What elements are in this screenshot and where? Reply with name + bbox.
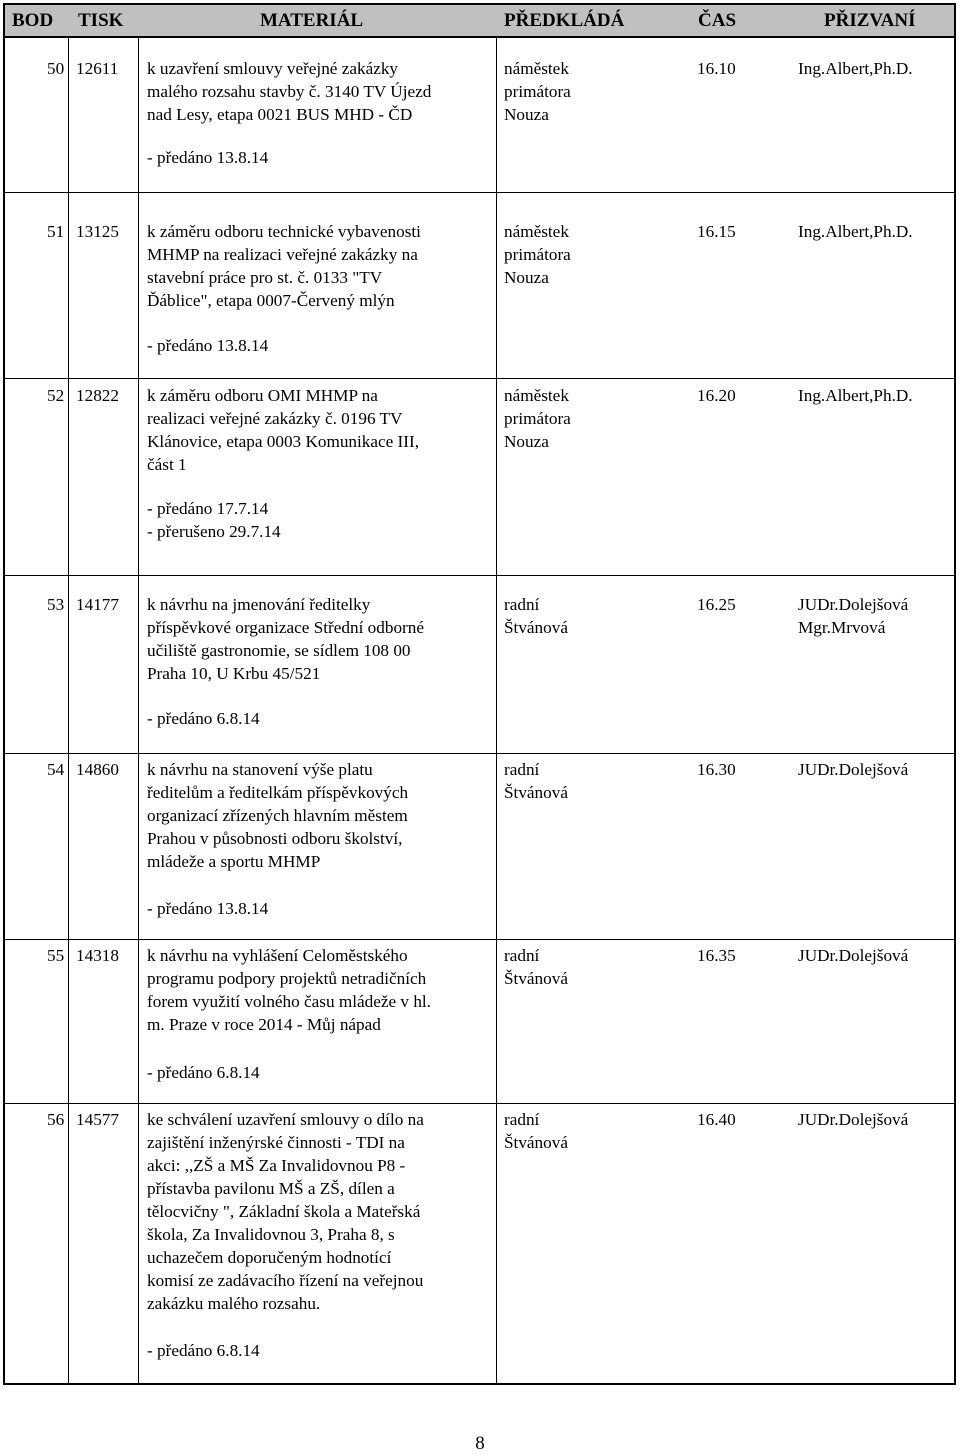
row-divider bbox=[3, 939, 956, 940]
presenter bbox=[504, 1108, 664, 1154]
tisk-number: 14318 bbox=[76, 946, 119, 965]
row-divider bbox=[3, 575, 956, 576]
material-line: MHMP na realizaci veřejné zakázky na bbox=[147, 245, 418, 264]
time: 16.20 bbox=[697, 386, 736, 405]
tisk-number: 13125 bbox=[76, 222, 119, 241]
status-note bbox=[147, 1061, 260, 1084]
invited bbox=[798, 758, 958, 781]
status-note-line: - předáno 17.7.14 bbox=[147, 499, 269, 518]
material-line: přístavba pavilonu MŠ a ZŠ, dílen a bbox=[147, 1179, 395, 1198]
status-note bbox=[147, 334, 268, 357]
material-line: k návrhu na vyhlášení Celoměstského bbox=[147, 946, 408, 965]
tisk-number: 14177 bbox=[76, 595, 119, 614]
presenter bbox=[504, 57, 664, 126]
material-text bbox=[147, 593, 492, 685]
presenter-line: radní bbox=[504, 946, 540, 965]
row-divider bbox=[3, 1103, 956, 1104]
presenter bbox=[504, 758, 664, 804]
material-line: mládeže a sportu MHMP bbox=[147, 852, 321, 871]
material-text bbox=[147, 384, 492, 476]
tisk-number: 14577 bbox=[76, 1110, 119, 1129]
material-line: malého rozsahu stavby č. 3140 TV Újezd bbox=[147, 82, 432, 101]
status-note bbox=[147, 707, 260, 730]
row-divider bbox=[3, 378, 956, 379]
invited bbox=[798, 593, 958, 639]
material-line: komisí ze zadávacího řízení na veřejnou bbox=[147, 1271, 424, 1290]
tisk-number: 12822 bbox=[76, 386, 119, 405]
status-note bbox=[147, 497, 281, 543]
bod-number: 51 bbox=[47, 222, 65, 241]
material-line: Praha 10, U Krbu 45/521 bbox=[147, 664, 321, 683]
status-note bbox=[147, 1339, 260, 1362]
presenter-line: Štvánová bbox=[504, 783, 568, 802]
material-line: forem využití volného času mládeže v hl. bbox=[147, 992, 431, 1011]
presenter-line: primátora bbox=[504, 82, 571, 101]
material-line: ke schválení uzavření smlouvy o dílo na bbox=[147, 1110, 424, 1129]
presenter-line: primátora bbox=[504, 245, 571, 264]
table-header bbox=[3, 3, 956, 38]
material-line: Prahou v působnosti odboru školství, bbox=[147, 829, 403, 848]
presenter-line: Nouza bbox=[504, 432, 549, 451]
presenter bbox=[504, 593, 664, 639]
invited bbox=[798, 1108, 958, 1131]
material-line: příspěvkové organizace Střední odborné bbox=[147, 618, 424, 637]
bod-number: 52 bbox=[47, 386, 65, 405]
material-line: k návrhu na jmenování ředitelky bbox=[147, 595, 371, 614]
status-note-line: - předáno 13.8.14 bbox=[147, 899, 269, 918]
time: 16.30 bbox=[697, 760, 736, 779]
status-note-line: - předáno 13.8.14 bbox=[147, 148, 269, 167]
row-divider bbox=[3, 753, 956, 754]
invited-name: JUDr.Dolejšová bbox=[798, 760, 909, 779]
material-line: akci: ,,ZŠ a MŠ Za Invalidovnou P8 - bbox=[147, 1156, 406, 1175]
presenter-line: radní bbox=[504, 1110, 540, 1129]
presenter-line: radní bbox=[504, 760, 540, 779]
material-line: uchazečem doporučeným hodnotící bbox=[147, 1248, 392, 1267]
presenter bbox=[504, 384, 664, 453]
presenter-line: Nouza bbox=[504, 105, 549, 124]
material-text bbox=[147, 220, 492, 312]
invited-name: Ing.Albert,Ph.D. bbox=[798, 222, 913, 241]
page-number: 8 bbox=[475, 1433, 485, 1454]
material-line: část 1 bbox=[147, 455, 187, 474]
header-bod: BOD bbox=[12, 10, 54, 31]
bod-number: 50 bbox=[47, 59, 65, 78]
invited bbox=[798, 220, 958, 243]
time: 16.40 bbox=[697, 1110, 736, 1129]
time: 16.25 bbox=[697, 595, 736, 614]
material-line: zajištění inženýrské činnosti - TDI na bbox=[147, 1133, 405, 1152]
invited-name: JUDr.Dolejšová bbox=[798, 946, 909, 965]
presenter-line: radní bbox=[504, 595, 540, 614]
material-text bbox=[147, 1108, 492, 1315]
presenter-line: Štvánová bbox=[504, 618, 568, 637]
presenter bbox=[504, 220, 664, 289]
material-line: realizaci veřejné zakázky č. 0196 TV bbox=[147, 409, 403, 428]
material-line: k uzavření smlouvy veřejné zakázky bbox=[147, 59, 399, 78]
presenter-line: Nouza bbox=[504, 268, 549, 287]
invited bbox=[798, 57, 958, 80]
material-line: organizací zřízených hlavním městem bbox=[147, 806, 408, 825]
time: 16.35 bbox=[697, 946, 736, 965]
time: 16.15 bbox=[697, 222, 736, 241]
tisk-number: 12611 bbox=[76, 59, 119, 78]
bod-number: 55 bbox=[47, 946, 65, 965]
invited-name: Mgr.Mrvová bbox=[798, 618, 886, 637]
header-cas: ČAS bbox=[698, 10, 737, 31]
status-note-line: - předáno 6.8.14 bbox=[147, 1063, 260, 1082]
status-note-line: - předáno 6.8.14 bbox=[147, 1341, 260, 1360]
material-line: Klánovice, etapa 0003 Komunikace III, bbox=[147, 432, 420, 451]
col-divider-bod bbox=[68, 37, 69, 1384]
col-divider-tisk bbox=[138, 37, 139, 1384]
invited bbox=[798, 384, 958, 407]
material-line: k návrhu na stanovení výše platu bbox=[147, 760, 373, 779]
presenter bbox=[504, 944, 664, 990]
material-line: k záměru odboru technické vybavenosti bbox=[147, 222, 421, 241]
presenter-line: náměstek bbox=[504, 386, 569, 405]
status-note bbox=[147, 897, 268, 920]
header-prizvani: PŘIZVANÍ bbox=[824, 10, 916, 31]
header-predklada: PŘEDKLÁDÁ bbox=[504, 10, 625, 31]
material-line: tělocvičny ", Základní škola a Mateřská bbox=[147, 1202, 421, 1221]
material-text bbox=[147, 758, 492, 873]
presenter-line: Štvánová bbox=[504, 1133, 568, 1152]
invited bbox=[798, 944, 958, 967]
material-line: zakázku malého rozsahu. bbox=[147, 1294, 321, 1313]
material-text bbox=[147, 57, 492, 126]
status-note bbox=[147, 146, 268, 169]
bod-number: 56 bbox=[47, 1110, 65, 1129]
invited-name: Ing.Albert,Ph.D. bbox=[798, 386, 913, 405]
col-divider-material bbox=[496, 37, 497, 1384]
material-line: nad Lesy, etapa 0021 BUS MHD - ČD bbox=[147, 105, 413, 124]
presenter-line: primátora bbox=[504, 409, 571, 428]
material-line: Ďáblice", etapa 0007-Červený mlýn bbox=[147, 291, 395, 310]
row-divider bbox=[3, 192, 956, 193]
material-line: učiliště gastronomie, se sídlem 108 00 bbox=[147, 641, 411, 660]
material-line: ředitelům a ředitelkám příspěvkových bbox=[147, 783, 409, 802]
material-line: stavební práce pro st. č. 0133 "TV bbox=[147, 268, 383, 287]
material-text bbox=[147, 944, 492, 1036]
presenter-line: Štvánová bbox=[504, 969, 568, 988]
time: 16.10 bbox=[697, 59, 736, 78]
material-line: k záměru odboru OMI MHMP na bbox=[147, 386, 378, 405]
presenter-line: náměstek bbox=[504, 59, 569, 78]
invited-name: JUDr.Dolejšová bbox=[798, 1110, 909, 1129]
header-tisk: TISK bbox=[78, 10, 124, 31]
bod-number: 54 bbox=[47, 760, 65, 779]
header-material: MATERIÁL bbox=[260, 10, 364, 31]
material-line: m. Praze v roce 2014 - Můj nápad bbox=[147, 1015, 381, 1034]
invited-name: JUDr.Dolejšová bbox=[798, 595, 909, 614]
material-line: programu podpory projektů netradičních bbox=[147, 969, 427, 988]
status-note-line: - přerušeno 29.7.14 bbox=[147, 522, 281, 541]
material-line: škola, Za Invalidovnou 3, Praha 8, s bbox=[147, 1225, 395, 1244]
bod-number: 53 bbox=[47, 595, 65, 614]
status-note-line: - předáno 13.8.14 bbox=[147, 336, 269, 355]
invited-name: Ing.Albert,Ph.D. bbox=[798, 59, 913, 78]
presenter-line: náměstek bbox=[504, 222, 569, 241]
tisk-number: 14860 bbox=[76, 760, 119, 779]
status-note-line: - předáno 6.8.14 bbox=[147, 709, 260, 728]
